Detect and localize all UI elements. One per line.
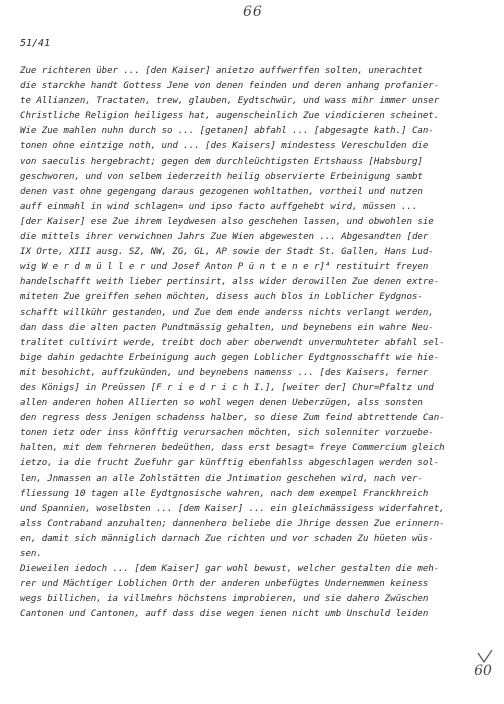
- text-line: bige dahin gedachte Erbeinigung auch gegen Loblicher Eydtgnosschafft wie hie-: [20, 352, 440, 363]
- text-line: en, damit sich männiglich darnach Zue richten und vor schaden Zu hüeten wüs-: [20, 533, 434, 544]
- text-line: miteten Zue greiffen sehen möchten, disess auch blos in Loblicher Eydgnos-: [20, 292, 423, 303]
- text-line: die starckhe handt Gottess Jene von denen feinden und deren anhang profanier-: [20, 81, 440, 92]
- text-line: [der Kaiser] ese Zue ihrem leydwesen also geschehen lassen, und obwohlen sie: [20, 216, 434, 227]
- text-line: die mittels ihrer verwichnen Jahrs Zue Wien abgewesten ... Abgesandten [der: [20, 232, 429, 243]
- text-line: mit besohicht, auffzukünden, und beynebens namenss ... [des Kaisers, ferner: [20, 367, 429, 378]
- text-line: dan dass die alten pacten Pundtmässig gehalten, und beynebens ein wahre Neu-: [20, 322, 434, 333]
- text-line: halten, mit dem fehrneren bedeüthen, dass erst besagt= freye Commercium gleich: [20, 443, 445, 454]
- body-text: [20, 64, 472, 622]
- text-line: Wie Zue mahlen nuhn durch so ... [getanen] abfahl ... [abgesagte kath.] Can-: [20, 126, 434, 137]
- text-line: denen vast ohne gegengang daraus gezogenen wohltathen, vortheil und nutzen: [20, 186, 423, 197]
- text-line: sen.: [20, 549, 42, 559]
- text-line: alss Contraband anzuhalten; dannenhero beliebe die Jhrige dessen Zue erinnern-: [20, 518, 445, 529]
- margin-note: 60: [474, 663, 492, 679]
- text-line: fliessung 10 tagen alle Eydtgnosische wahren, nach dem exempel Franckhreich: [20, 488, 429, 499]
- text-line: ietzo, ia die frucht Zuefuhr gar künfftig ebenfahlss abgeschlagen werden sol-: [20, 458, 440, 469]
- text-line: tonen ietz oder inss könfftig verursachen möchten, sich solenniter vorzuebe-: [20, 428, 434, 439]
- check-mark-icon: [476, 650, 494, 664]
- text-line: Zue richteren über ... [den Kaiser] anietzo auffwerffen solten, unerachtet: [20, 66, 423, 76]
- text-line: den regress dess Jenigen schadenss halber, so diese Zum feind abtrettende Can-: [20, 413, 445, 424]
- text-line: allen anderen hohen Allierten so wohl wegen denen Ueberzügen, alss sonsten: [20, 398, 423, 409]
- text-line: auff einmahl in wind schlagen= und ipso facto auffgehebt wird, müssen ...: [20, 201, 418, 212]
- text-line: IX Orte, XIII ausg. SZ, NW, ZG, GL, AP sowie der Stadt St. Gallen, Hans Lud-: [20, 247, 434, 258]
- text-line: von saeculis hergebracht; gegen dem durchleüchtigsten Ertshauss [Habsburg]: [20, 156, 423, 167]
- text-line: des Königs] in Preüssen [F r i e d r i c h I.], [weiter der] Chur=Pfaltz und: [20, 382, 434, 393]
- text-line: geschworen, und von selbem iederzeith heilig observierte Erbeinigung sambt: [20, 171, 423, 182]
- text-line: rer und Mächtiger Loblichen Orth der anderen unbefügtes Undernemmen keiness: [20, 579, 429, 590]
- text-line: wig W e r d m ü l l e r und Josef Anton P ü n t e n e r]⁴ restituirt freyen: [20, 262, 429, 273]
- text-line: handelschafft weith lieber pertinsirt, alss wider derowillen Zue denen extre-: [20, 277, 440, 288]
- text-line: wegs billichen, ia villmehrs höchstens improbieren, und sie dahero Zwüschen: [20, 594, 429, 605]
- text-line: len, Jnmassen an alle Zohlstätten die Jntimation geschehen wird, nach ver-: [20, 473, 423, 484]
- text-line: tralitet cultivirt werde, treibt doch aber oberwendt unvermuhteter abfahl sel-: [20, 337, 445, 348]
- page-number: 66: [243, 4, 263, 20]
- archive-reference: 51/41: [20, 38, 51, 49]
- text-line: te Allianzen, Tractaten, trew, glauben, Eydtschwür, und wass mihr immer unser: [20, 96, 440, 107]
- text-line: Christliche Religion heiligess hat, augenscheinlich Zue vindicieren scheinet.: [20, 111, 440, 122]
- text-line: Cantonen und Cantonen, auff dass dise wegen ienen nicht umb Unschuld leiden: [20, 609, 429, 620]
- text-line: schafft willkühr gestanden, und Zue dem ende anderss nichts verlangt werden,: [20, 307, 434, 318]
- text-line: tonen ohne eintzige noth, und ... [des Kaisers] mindestess Vereschulden die: [20, 141, 429, 152]
- text-line: Dieweilen iedoch ... [dem Kaiser] gar wohl bewust, welcher gestalten die meh-: [20, 564, 440, 575]
- text-line: und Spannien, woselbsten ... [dem Kaiser] ... ein gleichmässigess widerfahret,: [20, 503, 445, 514]
